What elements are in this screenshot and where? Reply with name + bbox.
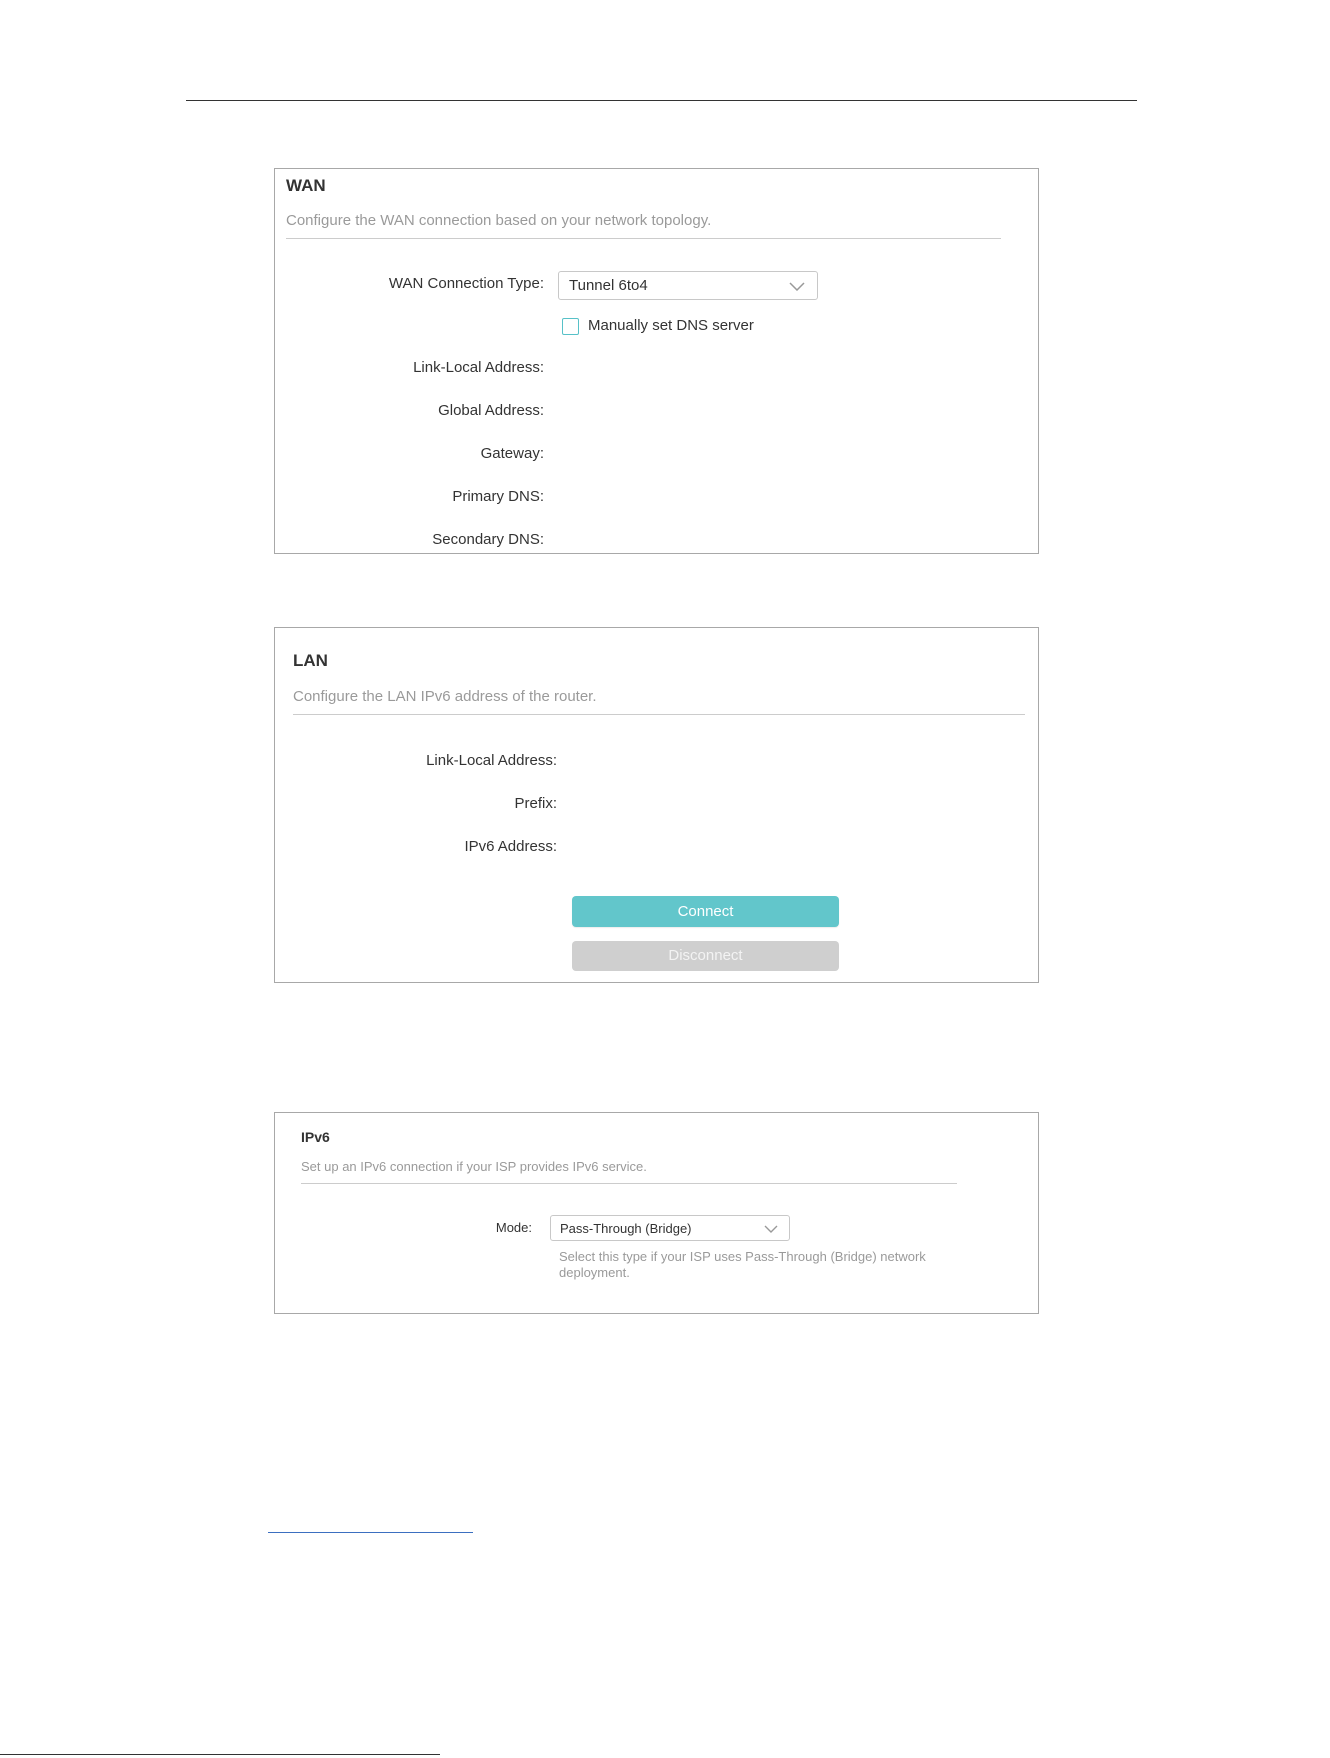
wan-secondary-dns-label: Secondary DNS:: [432, 531, 544, 548]
wan-link-local-address-label: Link-Local Address:: [413, 359, 544, 376]
chevron-down-icon: [764, 1225, 778, 1233]
manual-dns-checkbox-label[interactable]: Manually set DNS server: [588, 317, 754, 334]
wan-title: WAN: [286, 176, 326, 195]
ipv6-mode-value: Pass-Through (Bridge): [560, 1221, 692, 1236]
wan-global-address-label: Global Address:: [438, 402, 544, 419]
lan-prefix-label: Prefix:: [514, 795, 557, 812]
lan-ipv6-address-label: IPv6 Address:: [464, 838, 557, 855]
ipv6-mode-select[interactable]: [550, 1215, 790, 1241]
manual-dns-checkbox[interactable]: [562, 318, 579, 335]
ipv6-panel: [274, 1112, 1039, 1314]
footnote-link-underline: [268, 1532, 473, 1533]
wan-connection-type-select[interactable]: [558, 271, 818, 300]
lan-link-local-address-label: Link-Local Address:: [426, 752, 557, 769]
wan-divider: [286, 238, 1001, 239]
page-header-rule: [186, 100, 1137, 101]
lan-panel: [274, 627, 1039, 983]
chevron-down-icon: [789, 282, 805, 291]
wan-panel: [274, 168, 1039, 554]
wan-connection-type-label: WAN Connection Type:: [388, 275, 544, 292]
lan-divider: [293, 714, 1025, 715]
page-footer-rule: [0, 1754, 440, 1755]
disconnect-button: Disconnect: [572, 941, 839, 971]
ipv6-title: IPv6: [301, 1129, 330, 1145]
ipv6-description: Set up an IPv6 connection if your ISP provides IPv6 service.: [301, 1159, 647, 1174]
wan-description: Configure the WAN connection based on your network topology.: [286, 212, 712, 229]
wan-gateway-label: Gateway:: [480, 445, 544, 462]
ipv6-mode-label: Mode:: [495, 1220, 532, 1235]
wan-connection-type-value: Tunnel 6to4: [569, 277, 648, 294]
connect-button[interactable]: Connect: [572, 896, 839, 927]
lan-description: Configure the LAN IPv6 address of the router.: [293, 688, 597, 705]
lan-title: LAN: [293, 651, 328, 670]
ipv6-divider: [301, 1183, 957, 1184]
wan-primary-dns-label: Primary DNS:: [452, 488, 544, 505]
ipv6-mode-hint: Select this type if your ISP uses Pass-Through (Bridge) network deployment.: [559, 1249, 926, 1280]
